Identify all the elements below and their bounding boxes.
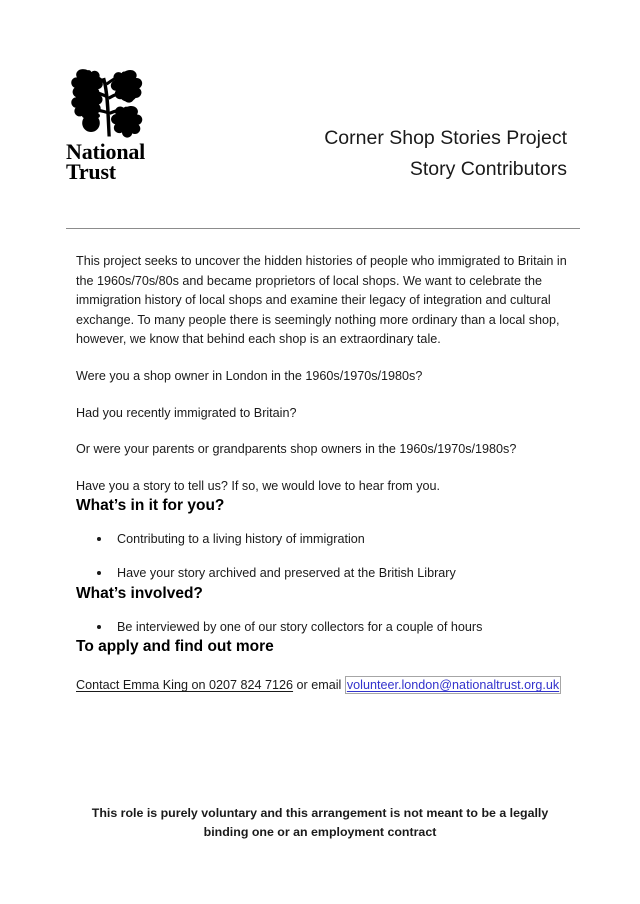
question-4: Have you a story to tell us? If so, we would love to hear from you. (76, 478, 440, 493)
oak-leaves-icon (66, 50, 152, 138)
email-field-box (345, 676, 561, 694)
list-item-label: Contributing to a living history of immigration (117, 532, 365, 547)
list-item (76, 530, 568, 550)
footer-line2: binding one or an employment contract (203, 825, 437, 839)
document-body (76, 252, 568, 696)
question-3: Or were your parents or grandparents shop owners in the 1960s/1970s/1980s? (76, 442, 517, 457)
section-heading-involvement: What’s involved? (76, 584, 203, 602)
involvement-list (76, 618, 568, 638)
page-title-line1: Corner Shop Stories Project (324, 127, 567, 149)
page-title (324, 123, 567, 185)
bullet-icon (97, 625, 101, 629)
question-1: Were you a shop owner in London in the 1960s/1970s/1980s? (76, 368, 423, 383)
header-divider (66, 228, 580, 229)
benefits-list (76, 530, 568, 583)
logo-wordmark (66, 139, 162, 184)
page-title-line2: Story Contributors (409, 158, 567, 180)
email-link[interactable]: volunteer.london@nationaltrust.org.uk (346, 678, 560, 693)
intro-paragraph: This project seeks to uncover the hidden histories of people who immigrated to Britain in the 1960s/70s/80s and became proprietors of local shops. We want to celebrate the immigration history of local shops and examine their legacy of integration and cultural exchange. To many people there is seemingly nothing more ordinary than a local shop, however, we know that behind each shop is an extraordinary tale. (76, 254, 567, 347)
bullet-icon (97, 537, 101, 541)
bullet-icon (97, 571, 101, 575)
national-trust-logo (66, 50, 162, 182)
question-2: Had you recently immigrated to Britain? (76, 405, 297, 420)
contact-phone-text: Contact Emma King on 0207 824 7126 (76, 678, 294, 693)
list-item (76, 564, 568, 584)
document-header (0, 0, 640, 215)
logo-wordmark-line2: Trust (66, 159, 116, 184)
section-heading-apply: To apply and find out more (76, 638, 274, 656)
list-item (76, 618, 568, 638)
footer-disclaimer (70, 804, 570, 842)
contact-details (76, 675, 568, 696)
list-item-label: Be interviewed by one of our story collectors for a couple of hours (117, 619, 483, 634)
list-item-label: Have your story archived and preserved at the British Library (117, 565, 456, 580)
contact-tail-text: or email (293, 678, 342, 693)
logo-wordmark-line1: National (66, 139, 146, 164)
section-heading-benefits: What’s in it for you? (76, 497, 225, 515)
footer-line1: This role is purely voluntary and this arrangement is not meant to be a legally (91, 806, 549, 820)
